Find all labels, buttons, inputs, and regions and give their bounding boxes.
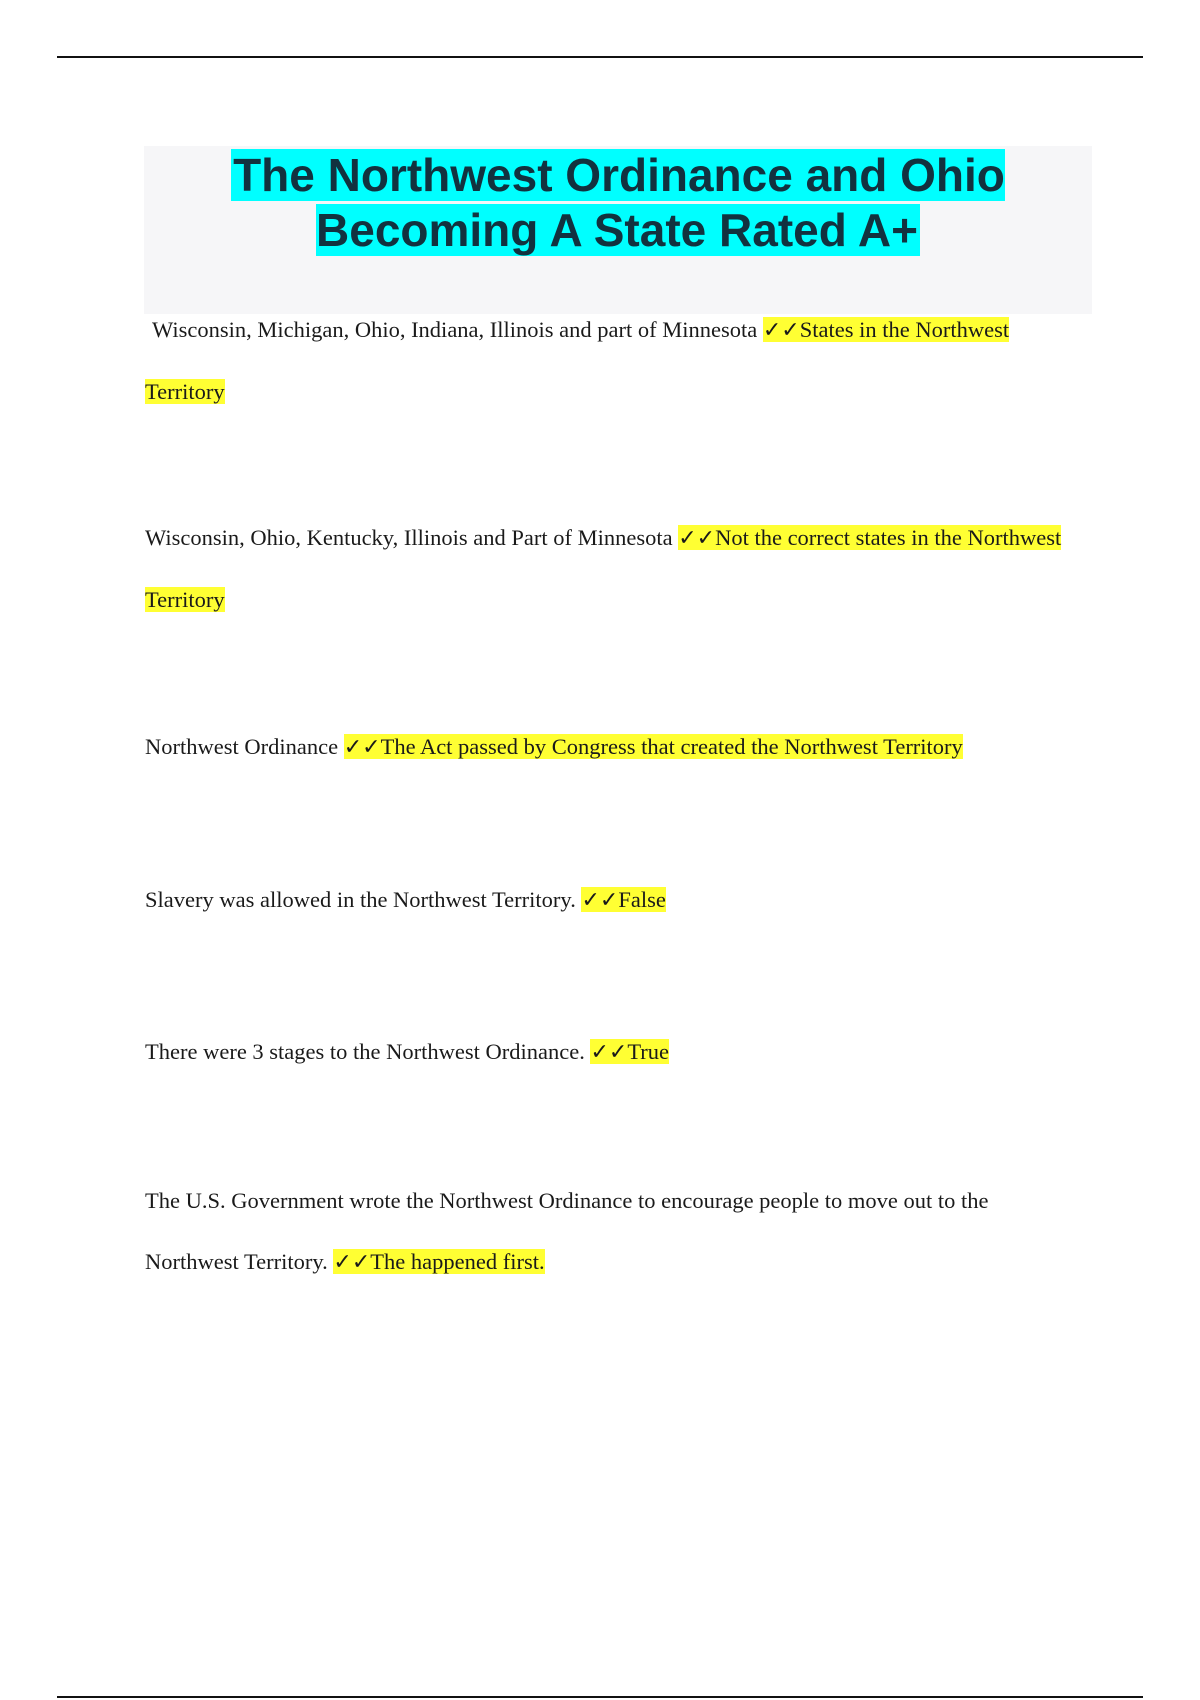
- qa-item-1: [145, 299, 1085, 422]
- double-check-icon: ✓✓: [581, 888, 619, 913]
- answer-highlight: [581, 887, 665, 912]
- answer-text: The happened first.: [370, 1249, 545, 1274]
- title-highlight: The Northwest Ordinance and Ohio Becoming A State Rated A+: [233, 149, 1005, 256]
- question-text: Northwest Ordinance: [145, 734, 339, 759]
- answer-highlight: [344, 734, 963, 759]
- qa-item-4: [145, 869, 1085, 931]
- double-check-icon: ✓✓: [678, 526, 716, 551]
- question-text: There were 3 stages to the Northwest Ordinance.: [145, 1039, 585, 1064]
- title-box: [144, 146, 1092, 314]
- question-text: The U.S. Government wrote the Northwest Ordinance to encourage people to move out to the Northwest Territory.: [145, 1188, 989, 1274]
- qa-item-3: [145, 716, 1085, 778]
- qa-item-2: [145, 507, 1085, 630]
- answer-highlight: [333, 1249, 544, 1274]
- answer-text: False: [618, 887, 666, 912]
- question-text: Wisconsin, Michigan, Ohio, Indiana, Illinois and part of Minnesota: [152, 317, 758, 342]
- double-check-icon: ✓✓: [333, 1250, 371, 1275]
- qa-item-5: [145, 1021, 1085, 1083]
- answer-text: Not the correct states in the Northwest Territory: [145, 525, 1062, 612]
- answer-highlight: [590, 1039, 669, 1064]
- qa-item-6: [145, 1170, 1085, 1293]
- answer-text: States in the Northwest Territory: [145, 317, 1010, 404]
- question-text: Slavery was allowed in the Northwest Territory.: [145, 887, 576, 912]
- double-check-icon: ✓✓: [590, 1040, 628, 1065]
- bottom-rule: [57, 1696, 1143, 1698]
- question-text: Wisconsin, Ohio, Kentucky, Illinois and Part of Minnesota: [145, 525, 673, 550]
- answer-text: True: [627, 1039, 670, 1064]
- answer-text: The Act passed by Congress that created the Northwest Territory: [380, 734, 963, 759]
- double-check-icon: ✓✓: [762, 318, 800, 343]
- double-check-icon: ✓✓: [343, 735, 381, 760]
- top-rule: [57, 56, 1143, 58]
- document-title: [144, 146, 1092, 258]
